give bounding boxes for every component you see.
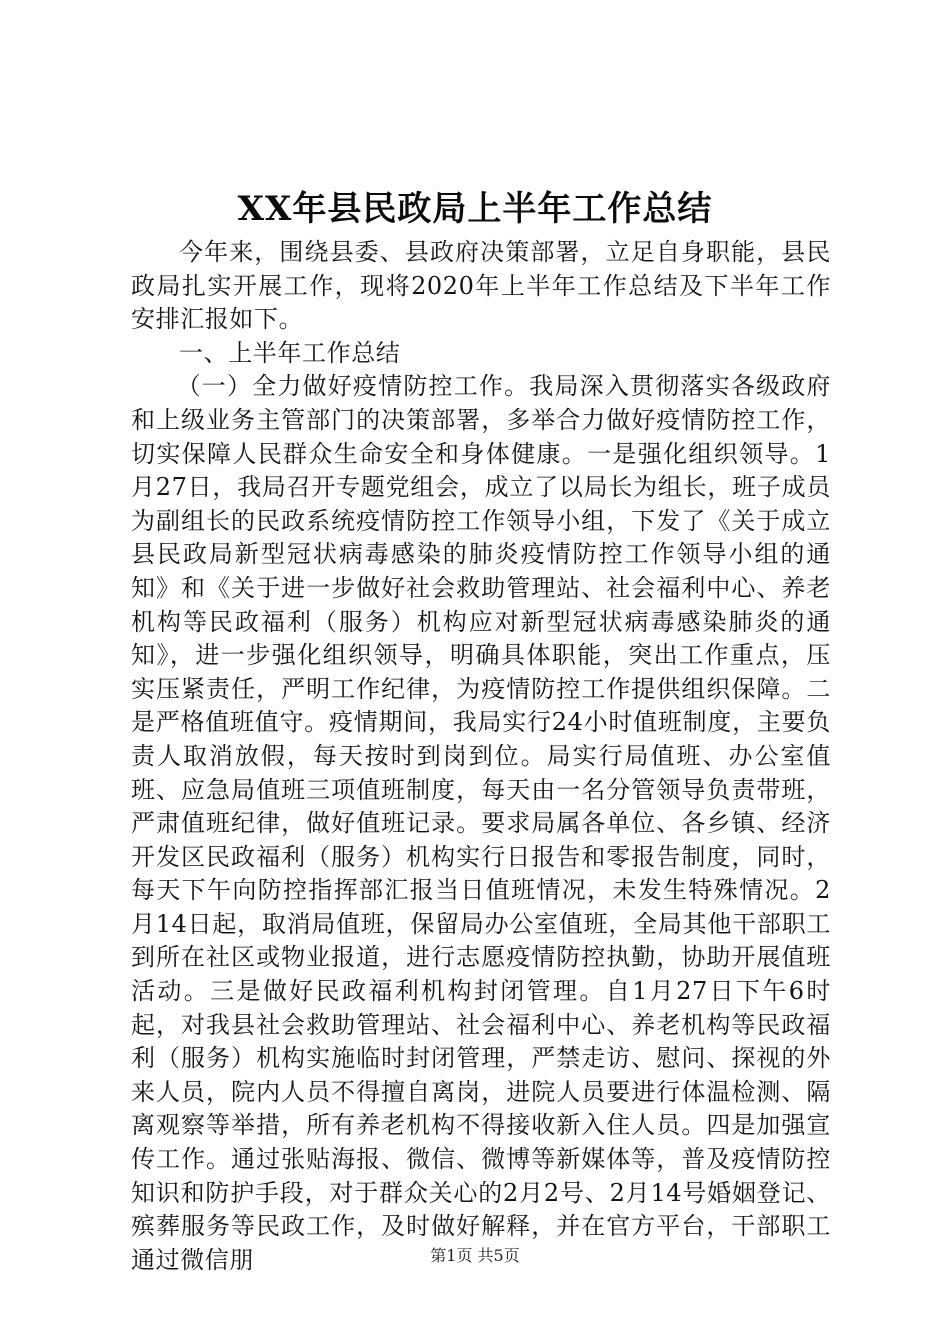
- document-body: [131, 236, 831, 1277]
- document-title: XX年县民政局上半年工作总结: [237, 189, 713, 229]
- section-heading: 一、上半年工作总结: [179, 338, 401, 367]
- page-footer: 第1页 共5页: [430, 1246, 520, 1265]
- intro-paragraph: 今年来，围绕县委、县政府决策部署，立足自身职能，县民政局扎实开展工作，现将2020年上半年工作总结及下半年工作安排汇报如下。: [131, 238, 831, 334]
- body-paragraph: （一）全力做好疫情防控工作。我局深入贯彻落实各级政府和上级业务主管部门的决策部署，多举合力做好疫情防控工作，切实保障人民群众生命安全和身体健康。一是强化组织领导。1月27日，我局召开专题党组会，成立了以局长为组长，班子成员为副组长的民政系统疫情防控工作领导小组，下发了《关于成立县民政局新型冠状病毒感染的肺炎疫情防控工作领导小组的通知》和《关于进一步做好社会救助管理站、社会福利中心、养老机构等民政福利（服务）机构应对新型冠状病毒感染肺炎的通知》，进一步强化组织领导，明确具体职能，突出工作重点，压实压紧责任，严明工作纪律，为疫情防控工作提供组织保障。二是严格值班值守。疫情期间，我局实行24小时值班制度，主要负责人取消放假，每天按时到岗到位。局实行局值班、办公室值班、应急局值班三项值班制度，每天由一名分管领导负责带班，严肃值班纪律，做好值班记录。要求局属各单位、各乡镇、经济开发区民政福利（服务）机构实行日报告和零报告制度，同时，每天下午向防控指挥部汇报当日值班情况，未发生特殊情况。2月14日起，取消局值班，保留局办公室值班，全局其他干部职工到所在社区或物业报道，进行志愿疫情防控执勤，协助开展值班活动。三是做好民政福利机构封闭管理。自1月27日下午6时起，对我县社会救助管理站、社会福利中心、养老机构等民政福利（服务）机构实施临时封闭管理，严禁走访、慰问、探视的外来人员，院内人员不得擅自离岗，进院人员要进行体温检测、隔离观察等举措，所有养老机构不得接收新入住人员。四是加强宣传工作。通过张贴海报、微信、微博等新媒体等，普及疫情防控知识和防护手段，对于群众关心的2月2号、2月14号婚姻登记、殡葬服务等民政工作，及时做好解释，并在官方平台，干部职工通过微信朋: [131, 372, 831, 1274]
